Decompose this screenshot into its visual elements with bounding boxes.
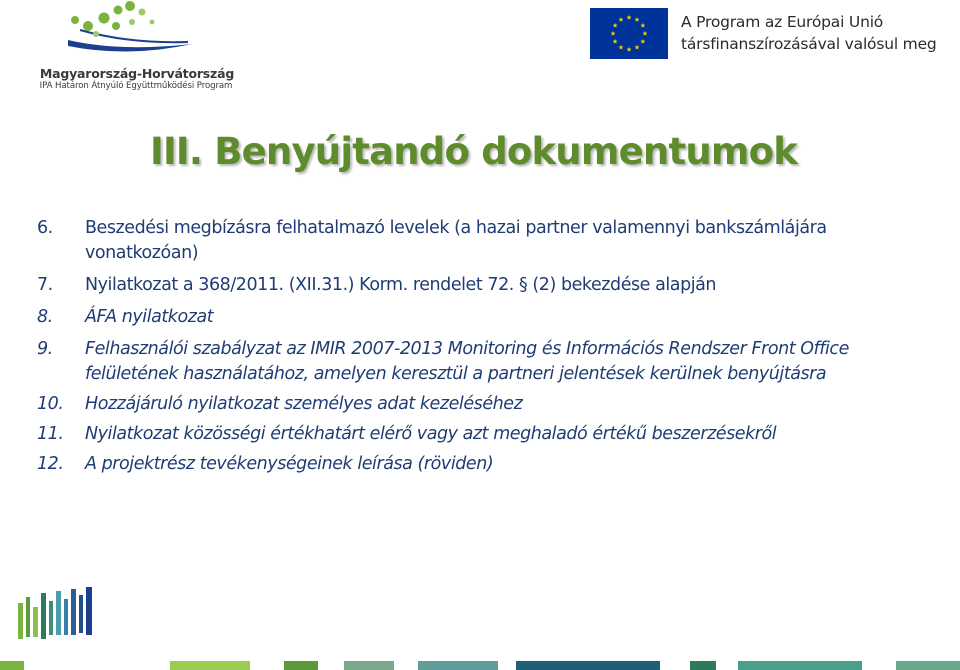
list-item-text: ÁFA nyilatkozat xyxy=(85,307,214,327)
page-title: III. Benyújtandó dokumentumok xyxy=(150,130,798,173)
eu-cofinancing-line-2: társfinanszírozásával valósul meg xyxy=(681,35,937,53)
list-item-number: 10. xyxy=(37,394,64,414)
list-item-text: Nyilatkozat a 368/2011. (XII.31.) Korm. rendelet 72. § (2) bekezdése alapján xyxy=(85,275,717,295)
footer-color-bars xyxy=(0,661,960,670)
dotted-swoosh-logo-icon xyxy=(20,0,240,66)
nfu-bars-logo-icon xyxy=(18,585,108,645)
list-item-number: 9. xyxy=(37,339,53,359)
program-logo-subtitle: IPA Határon Átnyúló Együttműködési Program xyxy=(39,81,233,91)
list-item-10 xyxy=(37,392,937,417)
list-item-9 xyxy=(37,337,937,387)
list-item-text: Beszedési megbízásra felhatalmazó levelek (a hazai partner valamennyi bankszámlájára vonatkozóan) xyxy=(85,218,827,263)
list-item-text: Felhasználói szabályzat az IMIR 2007-2013 Monitoring és Információs Rendszer Front Office felületének használatához, amelyen keresztül a partneri jelentések kerülnek benyújtásra xyxy=(85,339,849,384)
list-item-text: Nyilatkozat közösségi értékhatárt elérő vagy azt meghaladó értékű beszerzésekről xyxy=(85,424,777,444)
list-item-number: 11. xyxy=(37,424,64,444)
list-item-number: 7. xyxy=(37,275,53,295)
list-item-text: A projektrész tevékenységeinek leírása (röviden) xyxy=(85,454,494,474)
list-item-8 xyxy=(37,305,937,330)
list-item-number: 6. xyxy=(37,218,53,238)
list-item-number: 12. xyxy=(37,454,64,474)
program-logo xyxy=(20,0,240,95)
list-item-number: 8. xyxy=(37,307,53,327)
list-item-11 xyxy=(37,422,937,447)
eu-cofinancing-line-1: A Program az Európai Unió xyxy=(681,13,884,31)
list-item-12 xyxy=(37,452,937,477)
document-list xyxy=(37,216,937,477)
eu-flag-icon xyxy=(590,8,668,59)
list-item-6 xyxy=(37,216,937,266)
list-item-7 xyxy=(37,273,937,298)
program-logo-name: Magyarország-Horvátország xyxy=(39,66,235,81)
list-item-text: Hozzájáruló nyilatkozat személyes adat kezeléséhez xyxy=(85,394,523,414)
